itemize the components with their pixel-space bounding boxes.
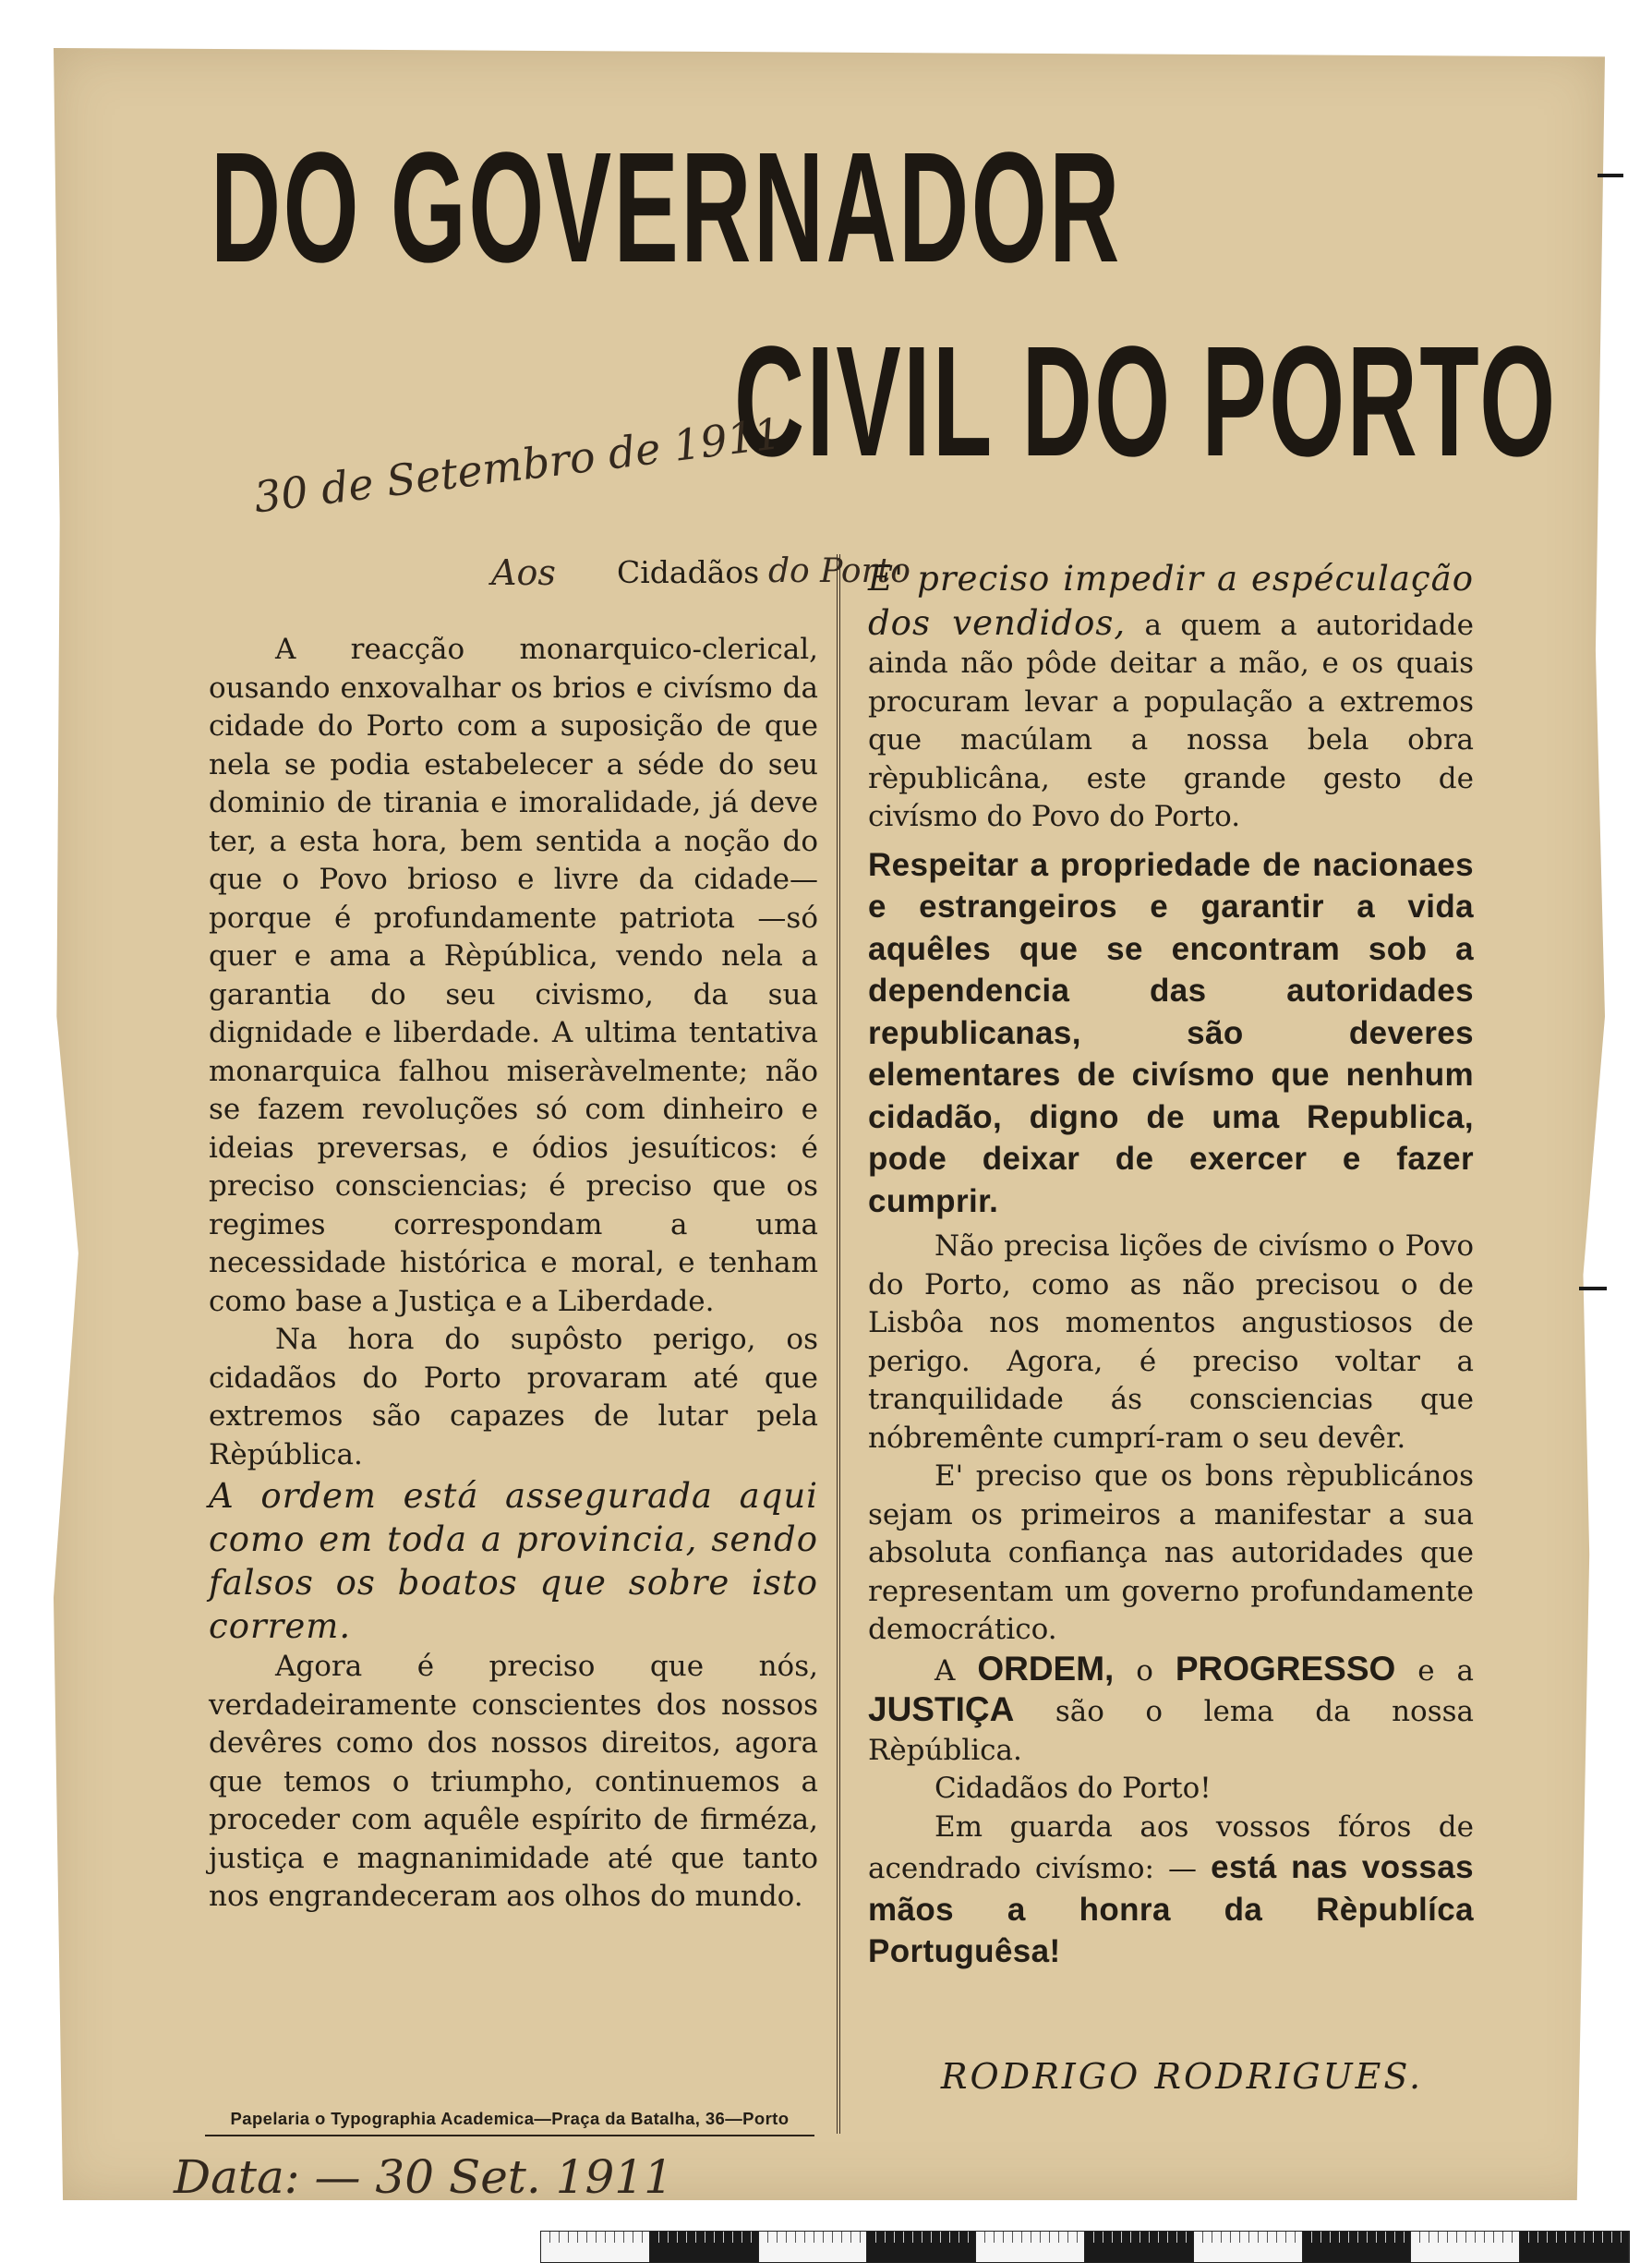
motto-o: o <box>1136 1653 1153 1688</box>
right-paragraph-7-text: Em guarda aos vossos fóros de acendrado civísmo: — <box>868 1809 1474 1885</box>
edge-mark <box>1579 1287 1607 1290</box>
right-paragraph-7-bold: está nas vossas mãos a honra da Rèpublíca Portuguêsa! <box>868 1849 1475 1969</box>
left-paragraph-3: Agora é preciso que nós, verdadeiramente conscientes dos nossos devêres como dos nossos direitos, agora que temos o triumpho, continuemos a proceder com aquêle espírito de firméza, justiça e magnanimidade até que tanto nos engrandeceram aos olhos do mundo. <box>209 1650 818 1913</box>
handwritten-salutation-suffix: do Porto <box>768 552 910 590</box>
right-paragraph-6: Cidadãos do Porto! <box>935 1772 1212 1805</box>
motto-rest: são o lema da nossa Rèpública. <box>868 1695 1474 1767</box>
left-paragraph-1: A reacção monarquico-clerical, ousando enxovalhar os brios e civísmo da cidade do Porto com a suposição de que nela se podia estabelecer a séde do seu dominio de tirania e imoralidade, já deve ter, a esta hora, bem sentida a noção do que o Povo brioso e livre da cidade—porque é profundamente patriota —só quer e ama a Rèpública, vendo nela a garantia do seu civismo, da sua dignidade e liberdade. A ultima tentativa monarquica falhou miseràvelmente; não se fazem revoluções só com dinheiro e ideias preversas, e ódios jesuíticos: é preciso consciencias; é preciso que os regimes correspondam a uma necessidade histórica e moral, e tenham como base a Justiça e a Liberdade. <box>209 633 818 1318</box>
ruler-segment <box>867 2232 976 2262</box>
edge-mark <box>1598 174 1623 177</box>
signature: RODRIGO RODRIGUES. <box>940 2056 1424 2097</box>
ruler-segment <box>541 2232 650 2262</box>
right-paragraph-1 <box>868 557 1474 837</box>
right-paragraph-7 <box>868 1809 1474 1973</box>
motto-progresso: PROGRESSO <box>1175 1649 1396 1688</box>
right-italic-lead: E' preciso impedir a espéculação dos vendidos, <box>868 559 1474 643</box>
ruler-segment <box>1520 2232 1629 2262</box>
ruler-segment <box>1411 2232 1520 2262</box>
ruler-segment <box>759 2232 868 2262</box>
left-paragraph-2: Na hora do supôsto perigo, os cidadãos do Porto provaram até que extremos são capazes de lutar pela Rèpública. <box>209 1323 818 1471</box>
title-line-1: DO GOVERNADOR <box>211 120 1122 296</box>
handwritten-salutation-prefix: Aos <box>491 552 556 593</box>
ruler-segment <box>1194 2232 1303 2262</box>
title-line-2: CIVIL DO PORTO <box>734 314 1558 490</box>
scale-ruler <box>540 2231 1630 2263</box>
right-bold-paragraph: Respeitar a propriedade de nacionaes e estrangeiros e garantir a vida aquêles que se encontram sob a dependencia das autoridades republicanas, são deveres elementares de civísmo que nenhum cidadão, digno de uma Republica, pode deixar de exercer e fazer cumprir. <box>868 846 1474 1219</box>
ruler-segment <box>650 2232 759 2262</box>
left-column <box>209 631 818 1917</box>
ruler-segment <box>976 2232 1085 2262</box>
salutation: Cidadãos <box>617 554 760 590</box>
motto-ordem: ORDEM, <box>977 1649 1115 1688</box>
ruler-segment <box>1085 2232 1194 2262</box>
handwritten-date: 30 de Setembro de 1911 <box>251 407 784 523</box>
left-italic-statement: A ordem está assegurada aqui como em toda a provincia, sendo falsos os boatos que sobre isto correm. <box>209 1476 818 1646</box>
handwritten-data-note: Data: — 30 Set. 1911 <box>174 2150 673 2204</box>
motto-e: e a <box>1417 1653 1474 1688</box>
right-paragraph-1-text: a quem a autoridade ainda não pôde deitar a mão, e os quais procuram levar a população a extremos que macúlam a nossa bela obra rèpublicâna, este grande gesto de civísmo do Povo do Porto. <box>868 608 1474 833</box>
column-divider <box>837 554 840 2134</box>
ruler-segment <box>1303 2232 1412 2262</box>
right-paragraph-4: E' preciso que os bons rèpublicános sejam os primeiros a manifestar a sua absoluta confiança nas autoridades que representam um governo profundamente democrático. <box>868 1459 1474 1646</box>
right-paragraph-5 <box>868 1650 1474 1771</box>
right-paragraph-3: Não precisa lições de civísmo o Povo do Porto, como as não precisou o de Lisbôa nos momentos angustiosos de perigo. Agora, é preciso voltar a tranquilidade ás consciencias que nóbremênte cumprí-ram o seu devêr. <box>868 1229 1474 1455</box>
motto-a: A <box>935 1653 956 1688</box>
printer-imprint: Papelaria o Typographia Academica—Praça da Batalha, 36—Porto <box>205 2109 814 2136</box>
motto-justica: JUSTIÇA <box>868 1690 1015 1728</box>
right-column <box>868 557 1474 1973</box>
